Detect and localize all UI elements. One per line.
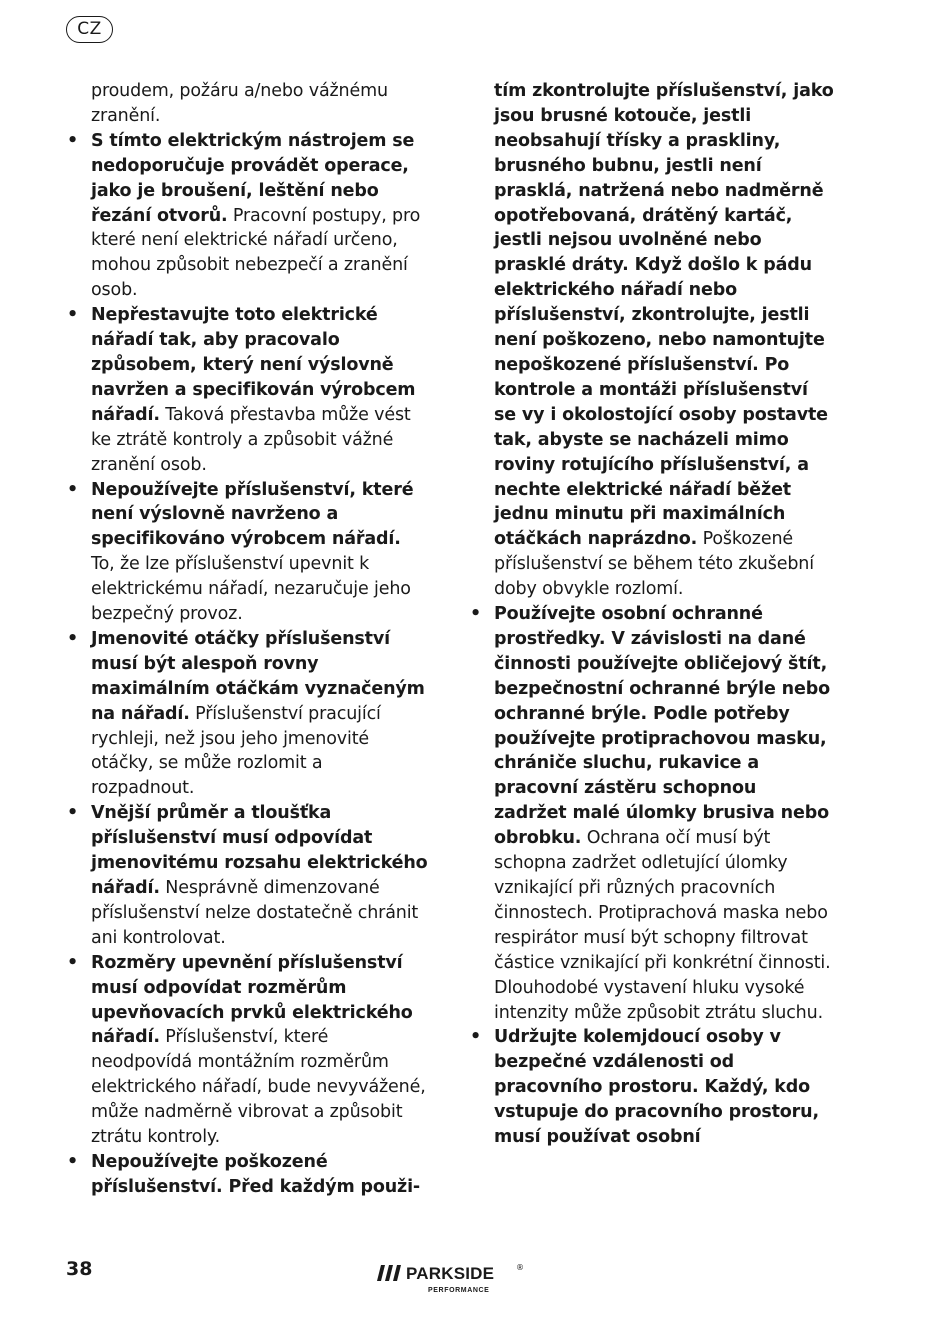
safety-list bbox=[66, 129, 428, 1200]
page-number: 38 bbox=[66, 1258, 93, 1280]
item-heading: S tímto elektrickým nástrojem se nedoporučuje provádět operace, jako je broušení, leštění nebo řezání otvorů. bbox=[91, 130, 415, 226]
item-text: Příslušenství pracující rychleji, než jsou jeho jmenovité otáčky, se může rozlomit a rozpadnout. bbox=[91, 703, 381, 799]
item-text: Taková přestavba může vést ke ztrátě kontroly a způsobit vážné zranění osob. bbox=[91, 404, 411, 475]
list-item bbox=[66, 303, 428, 477]
logo-brand: PARKSIDE bbox=[406, 1264, 495, 1283]
list-item bbox=[66, 801, 428, 950]
list-item bbox=[66, 478, 428, 627]
item-heading: Rozměry upevnění příslušenství musí odpovídat rozměrům upevňovacích prvků elektrického nářadí. bbox=[91, 952, 413, 1048]
list-item bbox=[469, 602, 834, 1025]
parkside-logo bbox=[376, 1263, 526, 1299]
continued-text: proudem, požáru a/nebo vážnému zranění. bbox=[91, 81, 388, 126]
right-column bbox=[469, 79, 834, 1150]
continued-body: Poškozené příslušenství se během této zkušební doby obvykle rozlomí. bbox=[494, 529, 814, 600]
item-text: Pracovní postupy, pro které není elektrické nářadí určeno, mohou způsobit nebezpečí a zranění osob. bbox=[91, 205, 421, 301]
left-column bbox=[66, 79, 428, 1200]
item-heading: Vnější průměr a tloušťka příslušenství musí odpovídat jmenovitému rozsahu elektrického nářadí. bbox=[91, 803, 428, 898]
continued-heading: tím zkontrolujte příslušenství, jako jsou brusné kotouče, jestli neobsahují třísky a praskliny, brusného bubnu, jestli není prasklá, natržená nebo nadměrně opotřebovaná, drátěný kartáč, jestli nejsou uvolněné nebo prasklé dráty. Když došlo k pádu elektrického nářadí nebo příslušenství, zkontrolujte, jestli není poškozeno, nebo namontujte nepoškozené příslušenství. Po kontrole a montáži příslušenství se vy i okolostojící osoby postavte tak, abyste se nacházeli mimo roviny rotujícího příslušenství, a nechte elektrické nářadí běžet jednu minutu při maximálních otáčkách naprázdno. bbox=[494, 81, 834, 550]
item-heading: Jmenovité otáčky příslušenství musí být alespoň rovny maximálním otáčkám vyznačeným na nářadí. bbox=[91, 628, 425, 724]
safety-list bbox=[469, 602, 834, 1150]
item-text: Příslušenství, které neodpovídá montážním rozměrům elektrického nářadí, bude nevyvážené, může nadměrně vibrovat a způsobit ztrátu kontroly. bbox=[91, 1027, 426, 1148]
item-heading: Nepřestavujte toto elektrické nářadí tak, aby pracovalo způsobem, který není výslovně navržen a specifikován výrobcem nářadí. bbox=[91, 305, 416, 425]
item-text: Ochrana očí musí být schopna zadržet odletující úlomky vznikající při různých pracovních činnostech. Protiprachová maska nebo respirátor musí být schopny filtrovat částice vznikající při konkrétní činnosti. Dlouhodobé vystavení hluku vysoké intenzity může způsobit ztrátu sluchu. bbox=[494, 828, 831, 1023]
list-item bbox=[66, 951, 428, 1150]
item-heading: Nepoužívejte poškozené příslušenství. Před každým použi- bbox=[91, 1151, 421, 1197]
item-text: Nesprávně dimenzované příslušenství nelze dostatečně chránit ani kontrolovat. bbox=[91, 878, 419, 948]
language-badge: CZ bbox=[66, 16, 113, 43]
item-text: To, že lze příslušenství upevnit k elektrickému nářadí, nezaručuje jeho bezpečný provoz. bbox=[91, 554, 411, 625]
logo-registered-mark: ® bbox=[516, 1263, 524, 1272]
list-item bbox=[66, 1150, 428, 1200]
item-heading: Udržujte kolemjdoucí osoby v bezpečné vzdálenosti od pracovního prostoru. Každý, kdo vstupuje do pracovního prostoru, musí používat osobní bbox=[494, 1027, 819, 1148]
list-item bbox=[66, 129, 428, 303]
item-heading: Používejte osobní ochranné prostředky. V závislosti na dané činnosti používejte obličejový štít, bezpečnostní ochranné brýle nebo ochranné brýle. Podle potřeby používejte protiprachovou masku, chrániče sluchu, rukavice a pracovní zástěru schopnou zadržet malé úlomky brusiva nebo obrobku. bbox=[494, 604, 830, 849]
item-heading: Nepoužívejte příslušenství, které není výslovně navrženo a specifikováno výrobcem nářadí. bbox=[91, 479, 414, 550]
list-item bbox=[469, 1025, 834, 1150]
continued-text bbox=[469, 79, 834, 602]
list-item bbox=[66, 627, 428, 801]
logo-subtitle: PERFORMANCE bbox=[428, 1287, 490, 1294]
logo-slashes-icon bbox=[376, 1263, 404, 1283]
